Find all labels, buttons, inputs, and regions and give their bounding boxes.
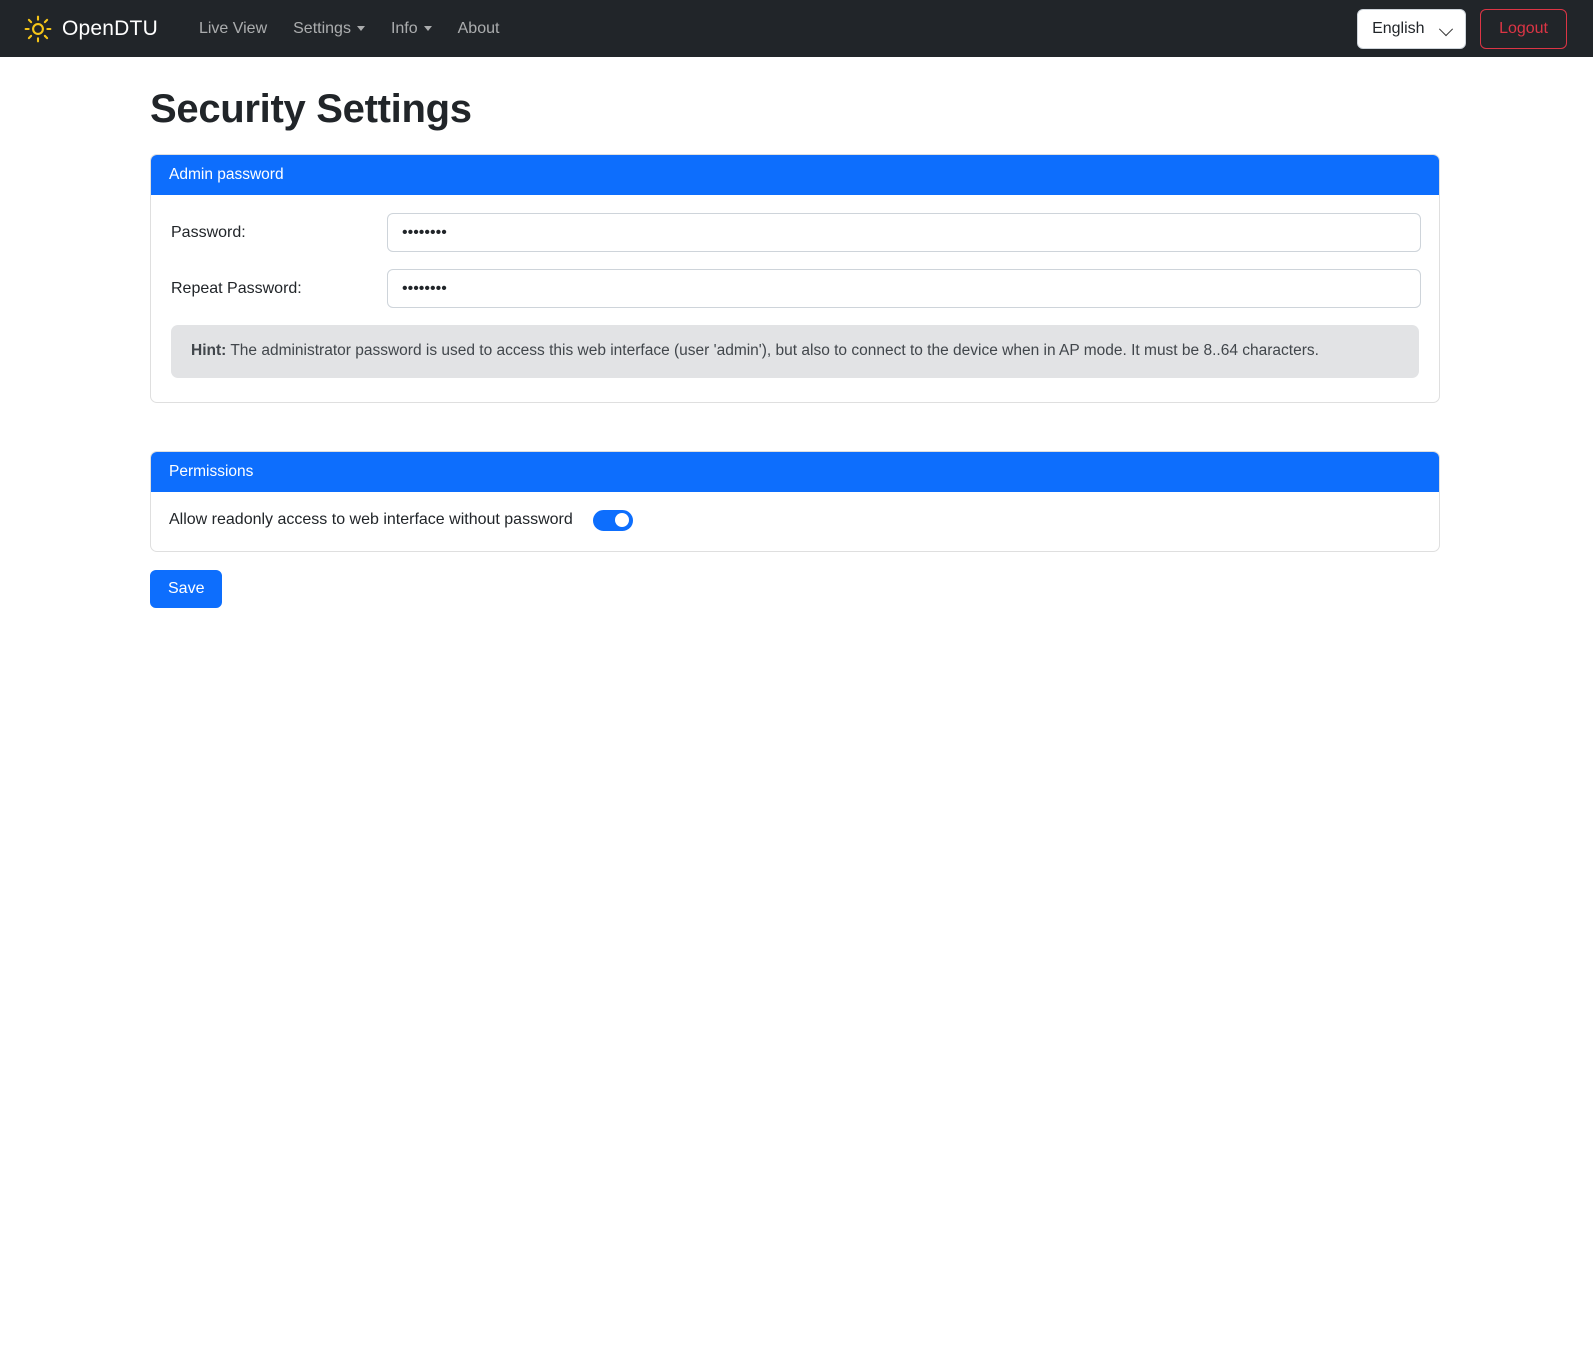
nav-item-settings-label: Settings <box>293 19 351 37</box>
language-select-wrap <box>1357 9 1466 49</box>
sun-icon <box>24 15 52 43</box>
nav-item-about[interactable] <box>445 12 513 46</box>
password-hint-text: The administrator password is used to access this web interface (user 'admin'), but also to connect to the device when in AP mode. It must be 8..64 characters. <box>226 342 1319 359</box>
admin-password-card <box>150 154 1440 403</box>
repeat-password-label: Repeat Password: <box>171 279 302 297</box>
permissions-card <box>150 451 1440 552</box>
page-container <box>0 87 1593 608</box>
nav-item-settings[interactable] <box>280 12 378 46</box>
password-row <box>169 213 1421 252</box>
admin-password-card-body <box>151 195 1439 402</box>
brand[interactable] <box>16 15 158 43</box>
password-hint-prefix: Hint: <box>191 342 227 359</box>
nav-item-about-label: About <box>457 19 500 37</box>
language-select[interactable] <box>1357 9 1466 49</box>
nav-item-live-view-label: Live View <box>198 19 268 37</box>
nav-item-info[interactable] <box>378 12 445 46</box>
nav-item-info-label: Info <box>390 19 418 37</box>
page-title: Security Settings <box>150 87 472 131</box>
permissions-card-header: Permissions <box>151 452 1439 492</box>
chevron-down-icon <box>424 26 432 31</box>
readonly-access-row <box>151 492 1439 551</box>
admin-password-card-header: Admin password <box>151 155 1439 195</box>
save-button[interactable]: Save <box>150 570 222 608</box>
password-input[interactable] <box>387 213 1421 252</box>
logout-button[interactable]: Logout <box>1480 9 1567 49</box>
readonly-access-toggle[interactable] <box>593 510 633 531</box>
chevron-down-icon <box>357 26 365 31</box>
brand-title: OpenDTU <box>62 16 158 40</box>
nav-item-live-view[interactable] <box>186 12 280 46</box>
repeat-password-input[interactable] <box>387 269 1421 308</box>
nav-links <box>186 12 513 46</box>
password-label: Password: <box>171 223 246 241</box>
password-hint <box>171 325 1419 378</box>
navbar <box>0 0 1593 57</box>
repeat-password-row <box>169 269 1421 308</box>
navbar-right <box>1357 9 1577 49</box>
readonly-access-label: Allow readonly access to web interface without password <box>169 511 573 529</box>
card-spacer <box>150 403 1443 451</box>
